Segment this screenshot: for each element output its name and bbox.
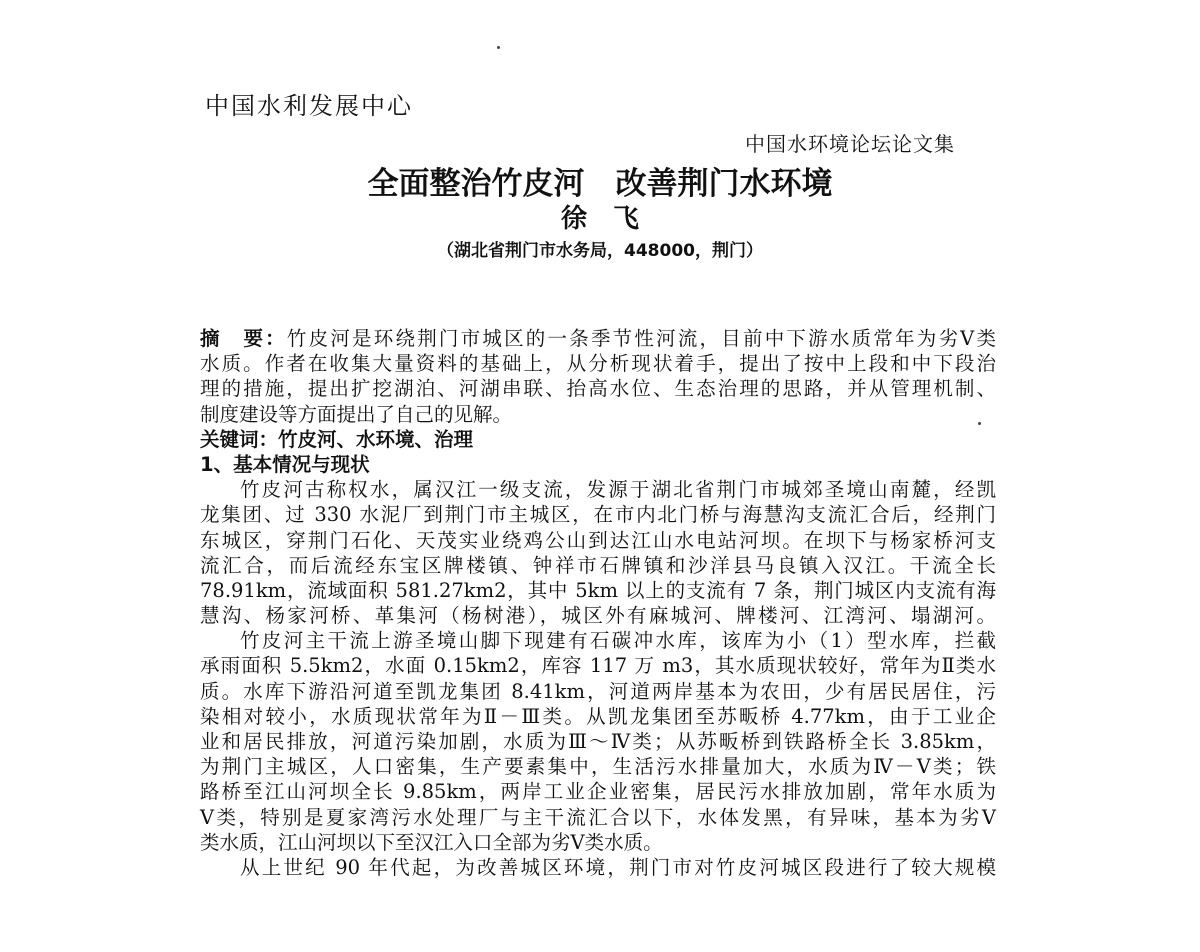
series-header: 中国水环境论坛论文集	[745, 132, 955, 156]
paragraph-line: 78.91km，流域面积 581.27km2，其中 5km 以上的支流有 7 条，荆门城区内支流有海	[200, 578, 996, 602]
paragraph-line: 质。水库下游沿河道至凯龙集团 8.41km，河道两岸基本为农田，少有居民居住，污	[200, 679, 996, 703]
scan-speck	[978, 422, 981, 425]
paragraph-line: 慧沟、杨家河桥、革集河（杨树港），城区外有麻城河、牌楼河、江湾河、塌湖河。	[200, 604, 996, 628]
paragraph-line: Ⅴ类，特别是夏家湾污水处理厂与主干流汇合以下，水体发黑，有异味，基本为劣Ⅴ	[200, 805, 996, 829]
section-heading: 1、基本情况与现状	[200, 452, 370, 476]
paper-title: 全面整治竹皮河 改善荆门水环境	[367, 166, 833, 202]
author: 徐 飞	[560, 204, 639, 234]
paragraph-line: 龙集团、过 330 水泥厂到荆门市主城区，在市内北门桥与海慧沟支流汇合后，经荆门	[200, 503, 996, 527]
abstract-line: 水质。作者在收集大量资料的基础上，从分析现状着手，提出了按中上段和中下段治	[200, 352, 996, 376]
organization-header: 中国水利发展中心	[205, 92, 413, 120]
paragraph-line: 竹皮河主干流上游圣境山脚下现建有石碳冲水库，该库为小（1）型水库，拦截	[240, 629, 996, 653]
paragraph-line: 业和居民排放，河道污染加剧，水质为Ⅲ～Ⅳ类；从苏畈桥到铁路桥全长 3.85km，	[200, 730, 996, 753]
abstract-line: 理的措施，提出扩挖湖泊、河湖串联、抬高水位、生态治理的思路，并从管理机制、	[200, 377, 996, 401]
paragraph-line: 流汇合，而后流经东宝区牌楼镇、钟祥市石牌镇和沙洋县马良镇入汉江。干流全长	[200, 553, 996, 577]
scan-speck	[497, 46, 500, 49]
document-body	[200, 326, 996, 880]
paragraph-line: 承雨面积 5.5km2，水面 0.15km2，库容 117 万 m3，其水质现状较好，常年为Ⅱ类水	[200, 654, 996, 678]
paragraph-line: 从上世纪 90 年代起，为改善城区环境，荆门市对竹皮河城区段进行了较大规模	[240, 855, 996, 879]
abstract-label: 摘 要：	[200, 327, 287, 350]
abstract-line: 摘 要：竹皮河是环绕荆门市城区的一条季节性河流，目前中下游水质常年为劣Ⅴ类	[200, 327, 996, 350]
paragraph-line: 染相对较小，水质现状常年为Ⅱ－Ⅲ类。从凯龙集团至苏畈桥 4.77km，由于工业企	[200, 704, 996, 728]
paragraph-line: 为荆门主城区，人口密集，生产要素集中，生活污水排量加大，水质为Ⅳ－Ⅴ类；铁	[200, 755, 996, 779]
paragraph-line: 竹皮河古称权水，属汉江一级支流，发源于湖北省荆门市城郊圣境山南麓，经凯	[240, 478, 996, 502]
paragraph-line: 类水质，江山河坝以下至汉江入口全部为劣Ⅴ类水质。	[200, 830, 663, 854]
paragraph-line: 路桥至江山河坝全长 9.85km，两岸工业企业密集，居民污水排放加剧，常年水质为	[200, 780, 996, 804]
affiliation: （湖北省荆门市水务局，448000，荆门）	[437, 241, 763, 261]
abstract-line: 制度建设等方面提出了自己的见解。	[200, 402, 513, 426]
paragraph-line: 东城区，穿荆门石化、天茂实业绕鸡公山到达江山水电站河坝。在坝下与杨家桥河支	[200, 528, 996, 552]
keywords: 关键词：竹皮河、水环境、治理	[200, 427, 474, 451]
